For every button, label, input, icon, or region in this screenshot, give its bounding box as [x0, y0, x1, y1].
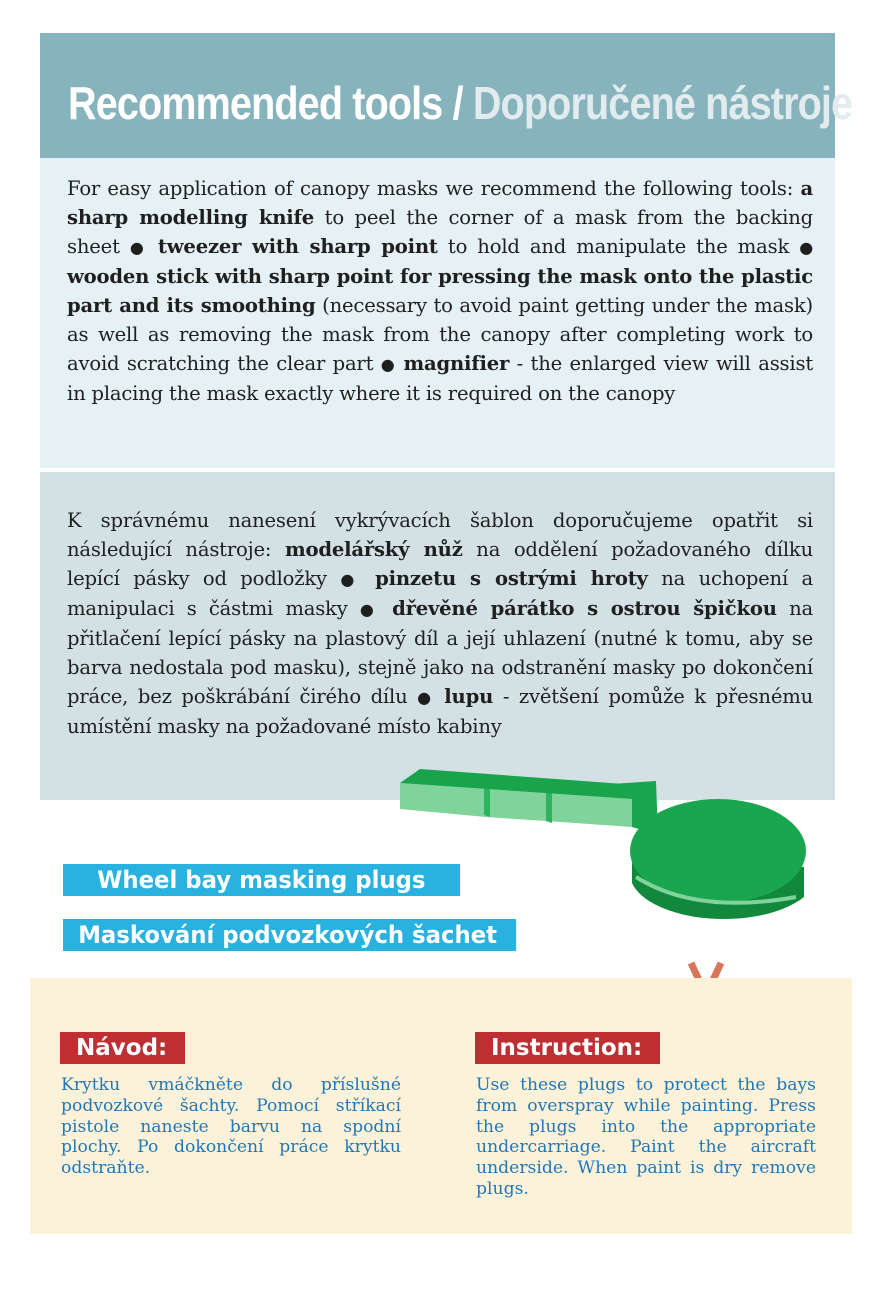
text-segment: (necessary to avoid paint getting under the mask) as well as removing the mask from the canopy after completing work to avoid scratching the clear part: [67, 294, 814, 375]
tool-wooden-stick: dřevěné párátko s ostrou špičkou: [392, 597, 777, 620]
tool-tweezer: tweezer with sharp point: [157, 235, 438, 258]
text-segment: - zvětšení pomůže k přesnému umístění masky na požadované místo kabiny: [67, 685, 814, 738]
plug-handle-notch: [484, 787, 490, 817]
czech-tools-paragraph: [67, 506, 813, 741]
czech-tools-panel: [40, 472, 835, 800]
bullet-separator: ●: [359, 600, 380, 619]
text-segment: to hold and manipulate the mask: [447, 235, 790, 258]
tool-wooden-stick: wooden stick with sharp point for pressing the mask onto the plastic part and its smoothing: [67, 265, 813, 317]
masking-plug-illustration: [396, 765, 816, 945]
bullet-separator: ●: [129, 238, 148, 257]
text-segment: na oddělení požadovaného dílku lepící pásky od podložky: [67, 538, 813, 590]
plug-handle-notch: [546, 791, 552, 823]
tool-knife: a sharp modelling knife: [67, 177, 813, 229]
czech-instruction-text: Krytku vmáčkněte do příslušné podvozkové šachty. Pomocí stříkací pistole naneste barvu na spodní plochy. Po dokončení práce krytku odstraňte.: [61, 1075, 401, 1179]
text-segment: - the enlarged view will assist in placing the mask exactly where it is required on the canopy: [67, 352, 814, 405]
section-title-english: Wheel bay masking plugs: [63, 864, 460, 896]
english-instruction-label: Instruction:: [475, 1032, 660, 1064]
tool-magnifier: magnifier: [403, 352, 510, 375]
text-segment: For easy application of canopy masks we recommend the following tools:: [67, 177, 794, 200]
title-english: Recommended tools /: [68, 77, 463, 129]
text-segment: na uchopení a manipulaci s částmi masky: [67, 567, 814, 620]
bullet-separator: ●: [417, 688, 435, 707]
tool-knife: modelářský nůž: [284, 538, 463, 561]
bullet-separator: ●: [340, 570, 362, 589]
header-banner: [40, 33, 853, 158]
english-instruction-text: Use these plugs to protect the bays from overspray while painting. Press the plugs into the appropriate undercarriage. Paint the aircraft underside. When paint is dry remove plugs.: [476, 1075, 816, 1199]
text-segment: to peel the corner of a mask from the backing sheet: [67, 206, 813, 258]
page-title: [68, 75, 852, 131]
tool-magnifier: lupu: [444, 685, 494, 708]
english-tools-paragraph: [67, 174, 813, 408]
tool-tweezer: pinzetu s ostrými hroty: [375, 567, 648, 590]
text-segment: na přitlačení lepící pásky na plastový díl a její uhlazení (nutné k tomu, aby se barva nedostala pod masku), stejně jako na odstranění masky po dokončení práce, bez poškrábání čirého dílu: [67, 597, 813, 708]
english-tools-panel: [40, 158, 835, 468]
instructions-panel: [30, 978, 852, 1234]
bullet-separator: ●: [380, 355, 396, 374]
text-segment: K správnému nanesení vykrývacích šablon doporučujeme opatřit si následující nástroje:: [67, 509, 813, 561]
bullet-separator: ●: [799, 238, 814, 257]
czech-instruction-label: Návod:: [60, 1032, 185, 1064]
title-czech: Doporučené nástroje: [472, 77, 853, 129]
section-title-czech: Maskování podvozkových šachet: [63, 919, 516, 951]
